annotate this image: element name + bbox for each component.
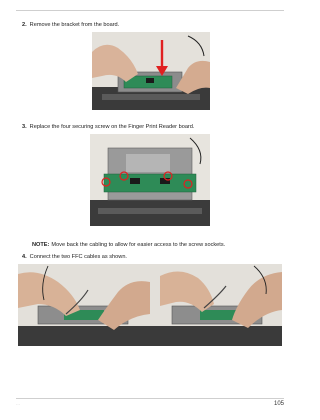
step-4: [22, 254, 127, 261]
step-number: 4.: [22, 254, 27, 260]
note: [32, 242, 225, 249]
footer-left-text: …: [16, 401, 20, 406]
step-3: [22, 124, 194, 131]
step-text: Replace the four securing screw on the Finger Print Reader board.: [29, 124, 195, 130]
step-number: 3.: [22, 124, 27, 130]
step-text: Connect the two FFC cables as shown.: [29, 254, 127, 260]
header-rule: [16, 10, 284, 11]
step-text: Remove the bracket from the board.: [29, 22, 120, 28]
step-2: [22, 22, 119, 29]
photo-fingerprint-board-screws: [90, 134, 210, 226]
note-text: Move back the cabling to allow for easier access to the screw sockets.: [51, 242, 226, 248]
page-number: 105: [273, 401, 284, 407]
note-label: NOTE:: [32, 242, 50, 248]
photo-remove-bracket: [92, 32, 210, 110]
step-number: 2.: [22, 22, 27, 28]
photo-connect-ffc-left: [18, 264, 150, 346]
footer-rule: [16, 398, 284, 399]
photo-connect-ffc-right: [150, 264, 282, 346]
